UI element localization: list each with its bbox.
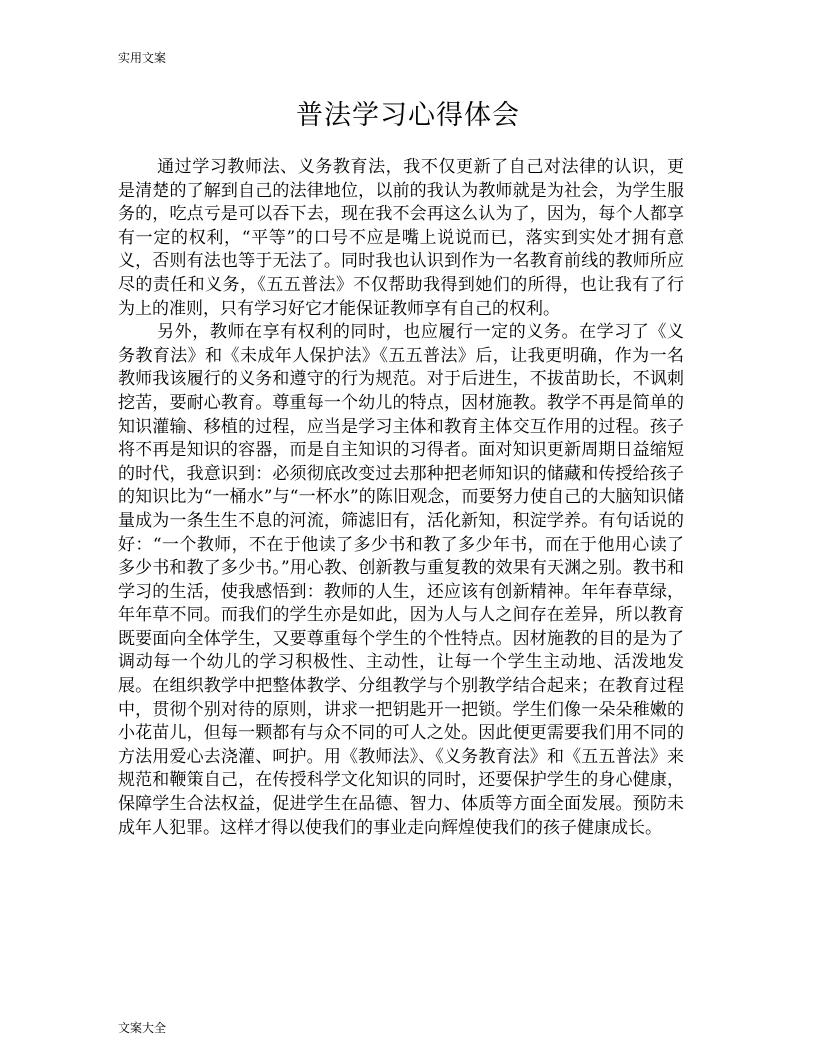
document-body	[118, 156, 684, 840]
document-title: 普法学习心得体会	[296, 100, 520, 131]
page-header: 实用文案	[118, 51, 167, 65]
paragraph-2: 另外，教师在享有权利的同时，也应履行一定的义务。在学习了《义务教育法》和《未成年人保护法》《五五普法》后，让我更明确，作为一名教师我该履行的义务和遵守的行为规范。对于后进生，不拔苗助长，不讽刺挖苦，要耐心教育。尊重每一个幼儿的特点，因材施教。教学不再是简单的知识灌输、移植的过程，应当是学习主体和教育主体交互作用的过程。孩子将不再是知识的容器，而是自主知识的习得者。面对知识更新周期日益缩短的时代，我意识到：必须彻底改变过去那种把老师知识的储藏和传授给孩子的知识比为“一桶水”与“一杯水”的陈旧观念，而要努力使自己的大脑知识储量成为一条生生不息的河流，筛滤旧有，活化新知，积淀学养。有句话说的好：“一个教师，不在于他读了多少书和教了多少年书，而在于他用心读了多少书和教了多少书。”用心教、创新教与重复教的效果有天渊之别。教书和学习的生活，使我感悟到：教师的人生，还应该有创新精神。年年春草绿，年年草不同。而我们的学生亦是如此，因为人与人之间存在差异，所以教育既要面向全体学生，又要尊重每个学生的个性特点。因材施教的目的是为了调动每一个幼儿的学习积极性、主动性，让每一个学生主动地、活泼地发展。在组织教学中把整体教学、分组教学与个别教学结合起来；在教育过程中，贯彻个别对待的原则，讲求一把钥匙开一把锁。学生们像一朵朵稚嫩的小花苗儿，但每一颗都有与众不同的可人之处。因此便更需要我们用不同的方法用爱心去浇灌、呵护。用《教师法》、《义务教育法》和《五五普法》来规范和鞭策自己，在传授科学文化知识的同时，还要保护学生的身心健康，保障学生合法权益，促进学生在品德、智力、体质等方面全面发展。预防未成年人犯罪。这样才得以使我们的事业走向辉煌使我们的孩子健康成长。	[118, 322, 684, 838]
page-footer: 文案大全	[118, 1021, 167, 1035]
paragraph-1: 通过学习教师法、义务教育法，我不仅更新了自己对法律的认识，更是清楚的了解到自己的法律地位，以前的我认为教师就是为社会，为学生服务的，吃点亏是可以吞下去，现在我不会再这么认为了，因为，每个人都享有一定的权利，“平等”的口号不应是嘴上说说而已，落实到实处才拥有意义，否则有法也等于无法了。同时我也认识到作为一名教育前线的教师所应尽的责任和义务，《五五普法》不仅帮助我得到她们的所得，也让我有了行为上的准则，只有学习好它才能保证教师享有自己的权利。	[118, 157, 684, 319]
